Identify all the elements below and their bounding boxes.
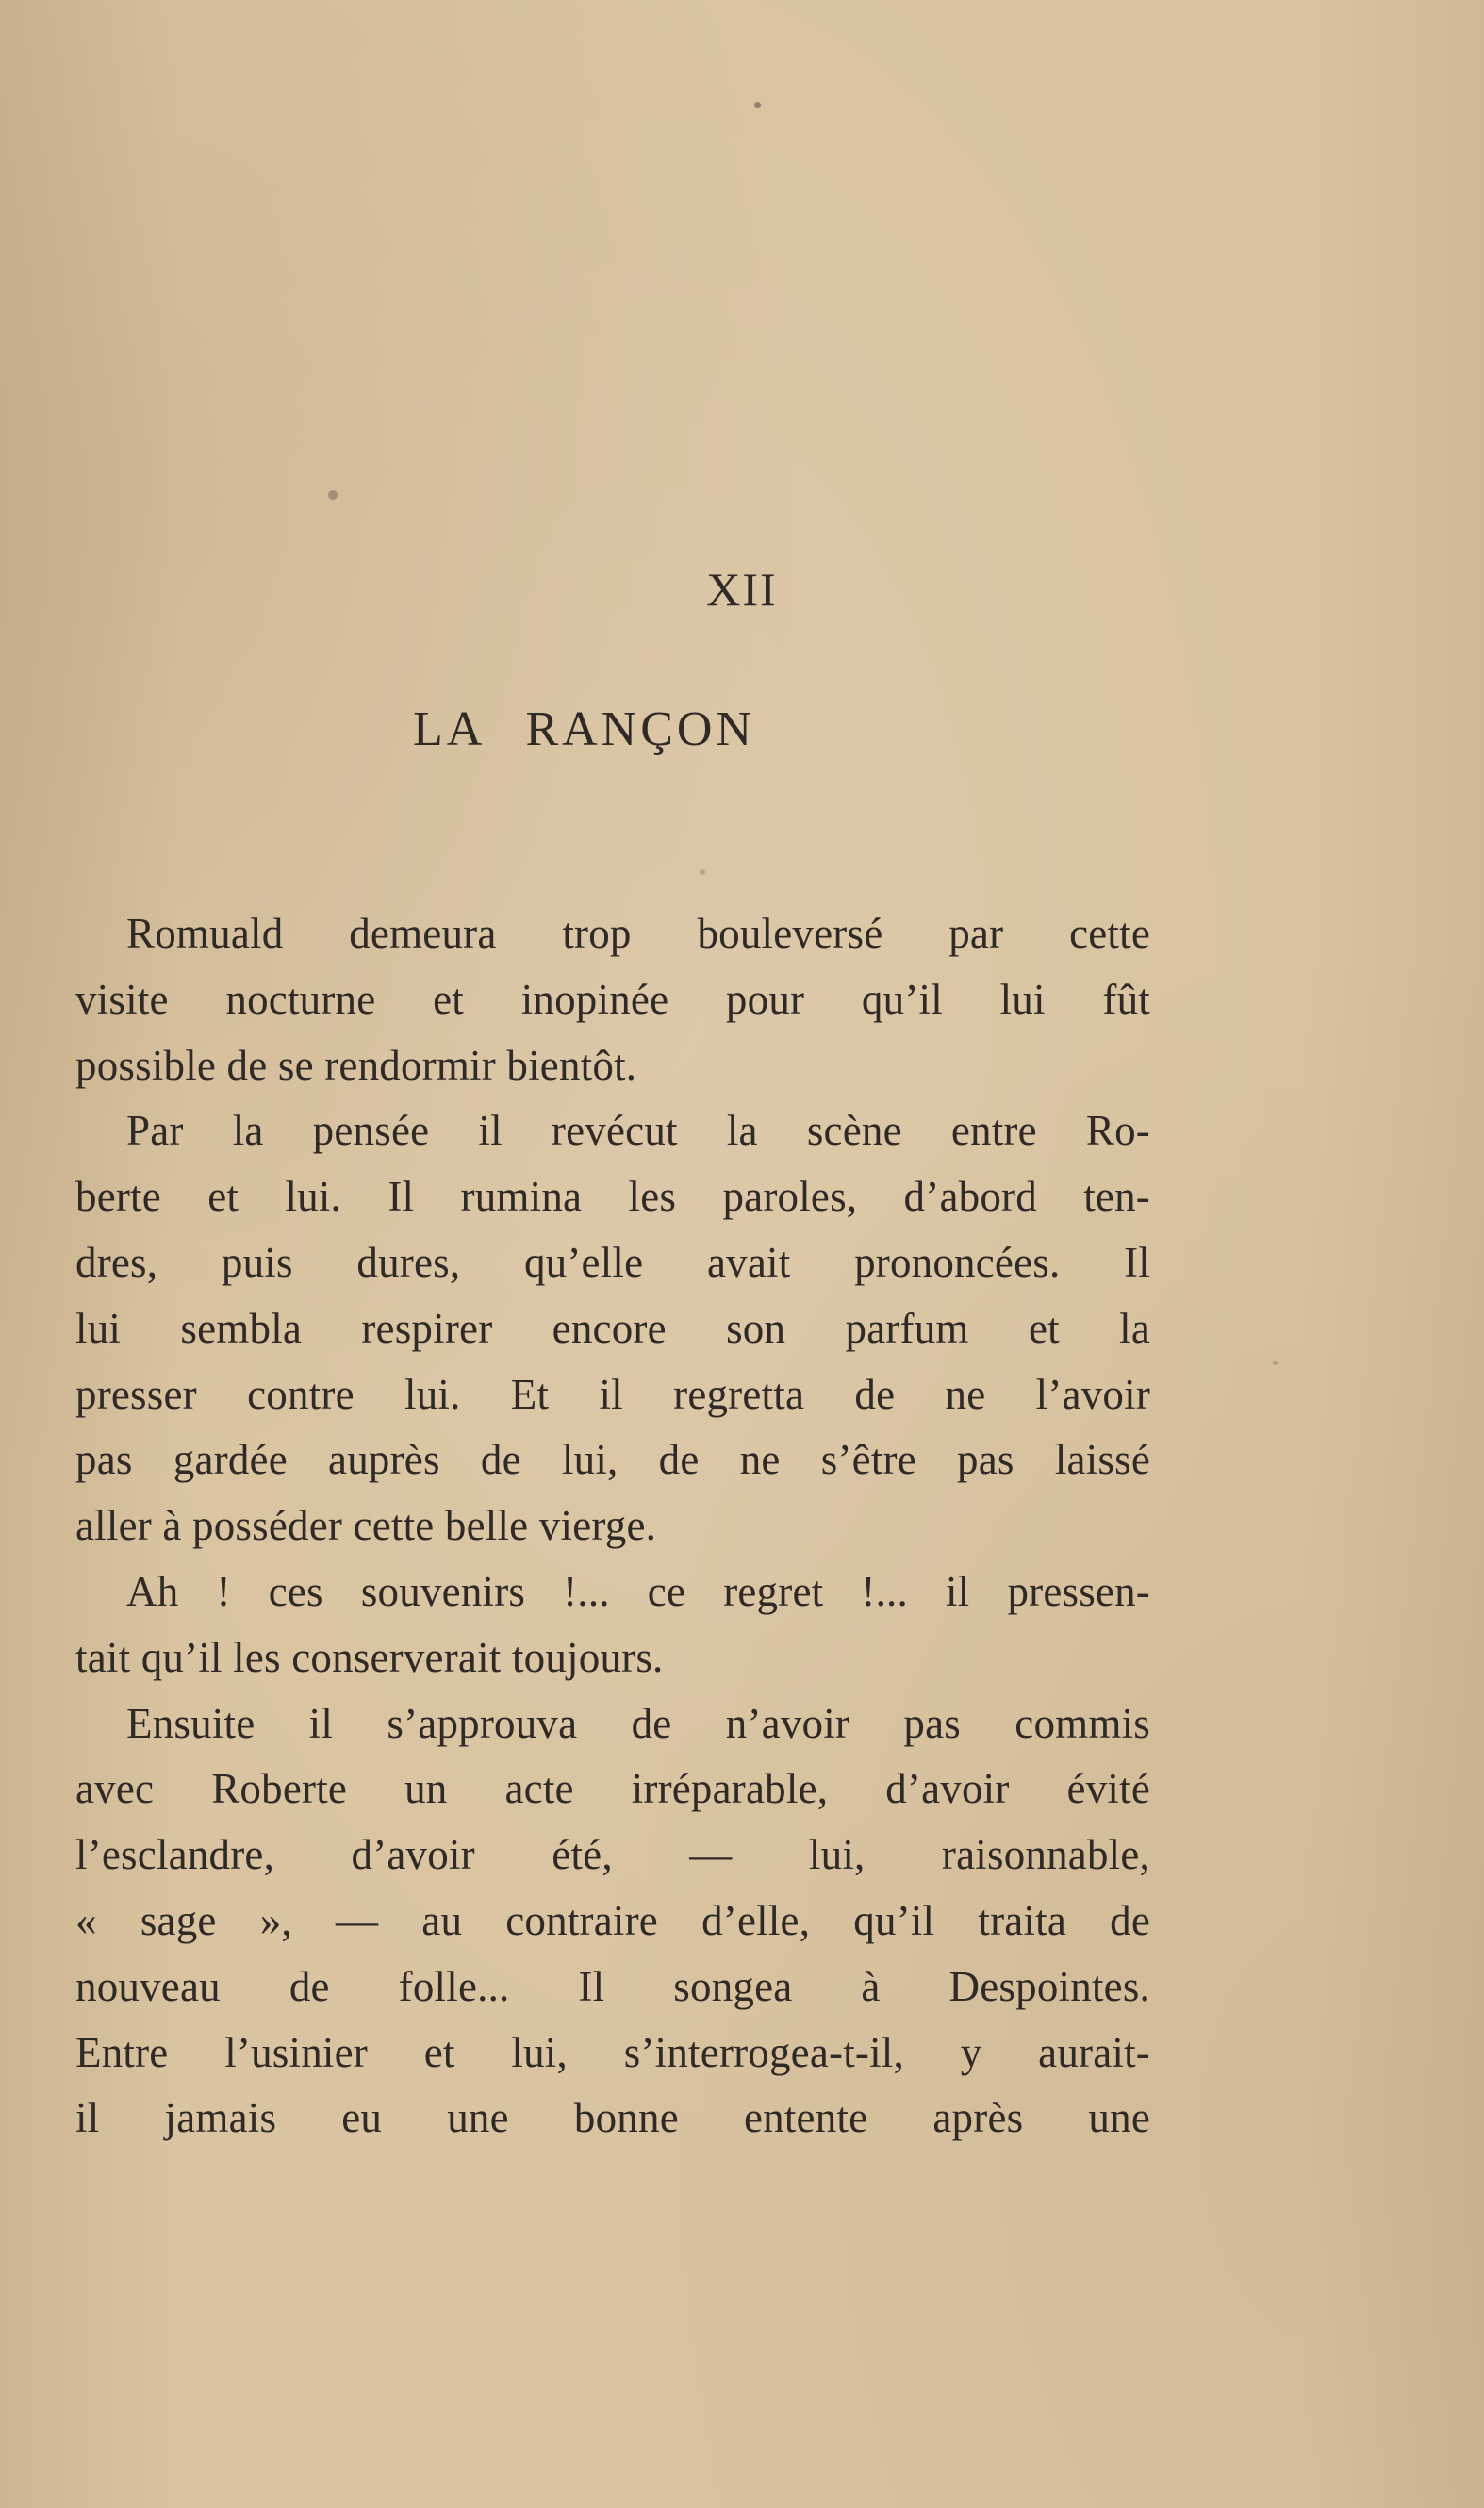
text-line: presser contre lui. Et il regretta de ne l’avoir xyxy=(75,1370,1150,1418)
text-line: avec Roberte un acte irréparable, d’avoir évité xyxy=(75,1765,1150,1813)
text-line: Par la pensée il revécut la scène entre Ro- xyxy=(126,1107,1150,1155)
chapter-number: XII xyxy=(706,563,778,616)
text-line: Entre l’usinier et lui, s’interrogea-t-il, y aurait- xyxy=(75,2028,1150,2076)
text-line: Ensuite il s’approuva de n’avoir pas commis xyxy=(126,1699,1150,1747)
text-line: lui sembla respirer encore son parfum et la xyxy=(75,1304,1150,1352)
paper-speck xyxy=(754,102,761,108)
text-line: dres, puis dures, qu’elle avait prononcées. Il xyxy=(75,1238,1150,1286)
text-line: l’esclandre, d’avoir été, — lui, raisonnable, xyxy=(75,1831,1150,1879)
text-line: il jamais eu une bonne entente après une xyxy=(75,2094,1150,2142)
paper-speck xyxy=(1273,1361,1278,1365)
text-line: visite nocturne et inopinée pour qu’il lui fût xyxy=(75,975,1150,1023)
text-line: Romuald demeura trop bouleversé par cette xyxy=(126,910,1150,957)
paper-speck xyxy=(328,490,338,500)
text-line: tait qu’il les conserverait toujours. xyxy=(75,1633,664,1681)
text-line: Ah ! ces souvenirs !... ce regret !... il pressen- xyxy=(126,1567,1150,1615)
paper-speck xyxy=(700,869,705,875)
text-line: pas gardée auprès de lui, de ne s’être pas laissé xyxy=(75,1436,1150,1484)
text-line: possible de se rendormir bientôt. xyxy=(75,1041,637,1089)
text-line: berte et lui. Il rumina les paroles, d’abord ten- xyxy=(75,1173,1150,1221)
text-line: aller à posséder cette belle vierge. xyxy=(75,1502,657,1550)
text-line: « sage », — au contraire d’elle, qu’il traita de xyxy=(75,1896,1150,1944)
body-text xyxy=(75,901,1150,2152)
chapter-title: LA RANÇON xyxy=(413,702,756,756)
text-line: nouveau de folle... Il songea à Despointes. xyxy=(75,1962,1150,2010)
